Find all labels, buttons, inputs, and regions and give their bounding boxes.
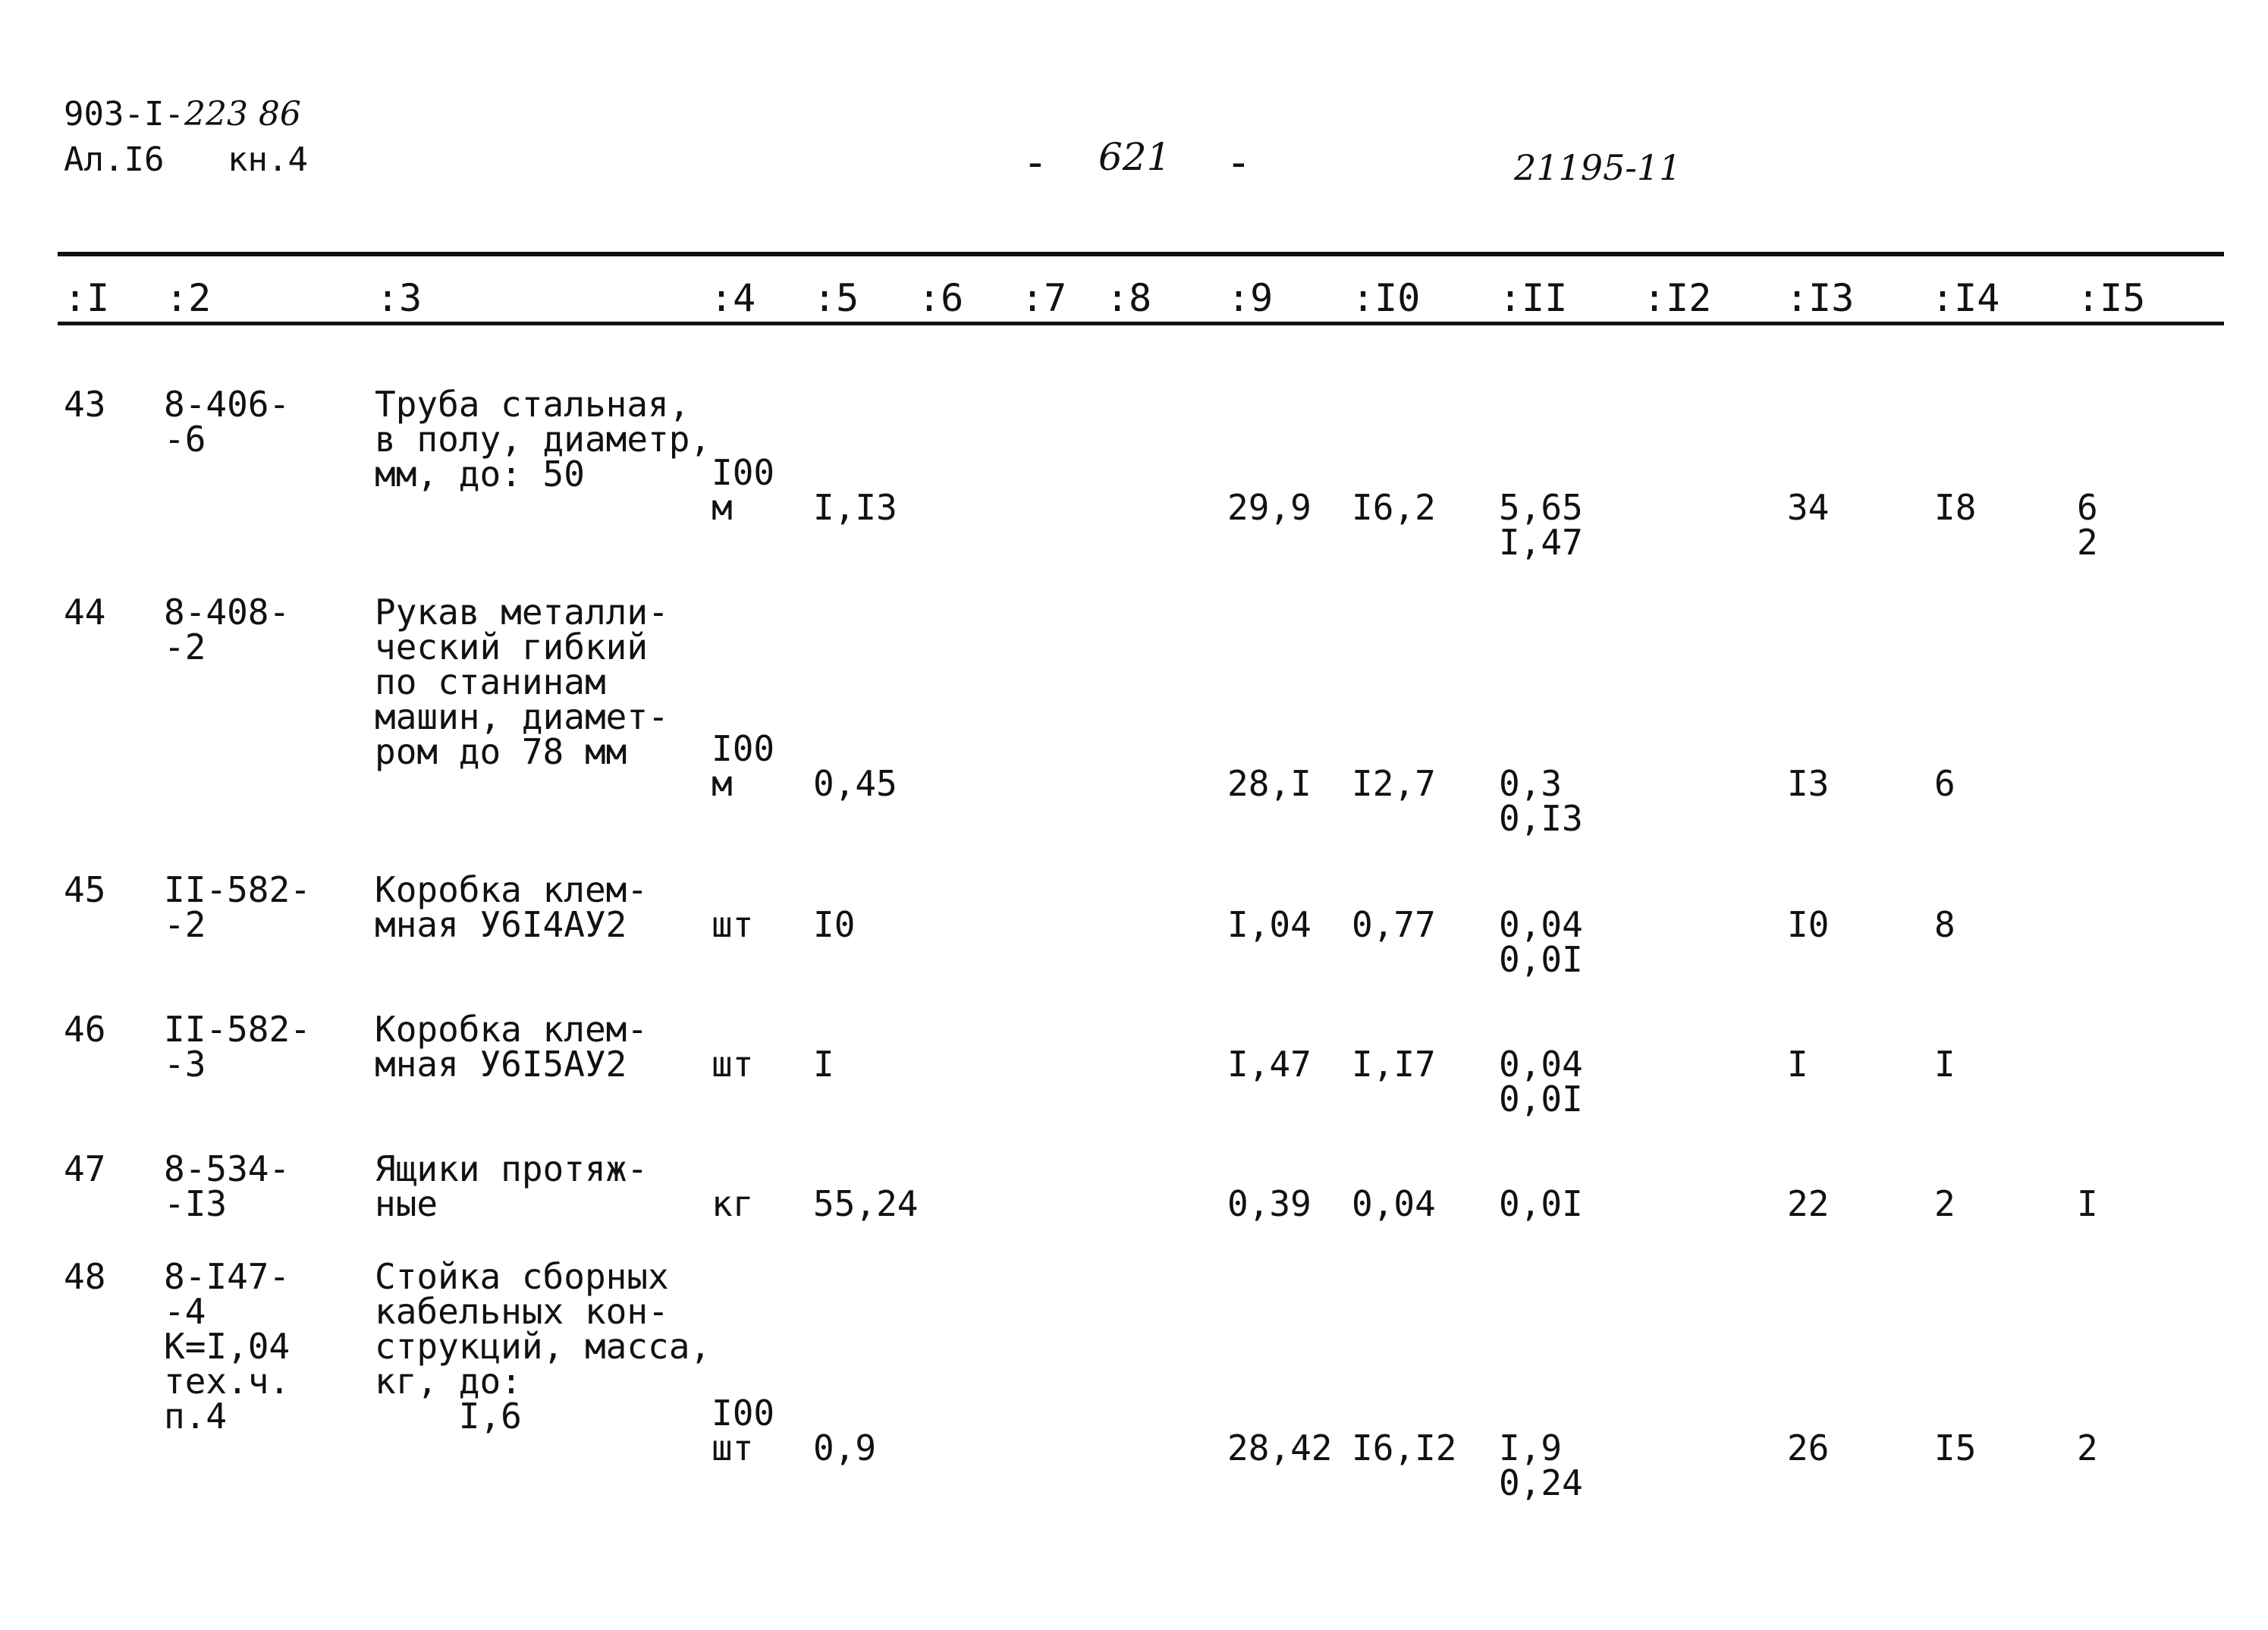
row-code: 8-534- -I3	[164, 1148, 291, 1224]
row-col9: 28,42	[1227, 1427, 1333, 1468]
row-col11: 0,3 0,I3	[1499, 763, 1583, 839]
row-number: 45	[64, 869, 106, 910]
row-col10: I6,2	[1352, 487, 1436, 528]
column-header-15: :I5	[2077, 276, 2146, 320]
row-col10: I,I7	[1352, 1044, 1436, 1085]
document-code-handwritten: 223 86	[184, 95, 301, 133]
row-col10: I2,7	[1352, 763, 1436, 804]
row-name: Коробка клем- мная У6I5АУ2	[375, 1009, 649, 1085]
row-col13: 26	[1787, 1427, 1830, 1468]
row-col9: 29,9	[1227, 487, 1311, 528]
row-col15: I	[2077, 1183, 2098, 1224]
row-col11: 0,0I	[1499, 1183, 1583, 1224]
row-col10: 0,77	[1352, 904, 1436, 945]
page-dash-left: -	[1022, 138, 1048, 187]
row-col14: 2	[1934, 1183, 1955, 1224]
table-top-rule	[58, 252, 2224, 256]
column-header-12: :I2	[1643, 276, 1712, 320]
row-unit: шт	[711, 1044, 754, 1085]
row-code: II-582- -3	[164, 1009, 311, 1085]
page-number: 621	[1098, 135, 1171, 179]
column-header-7: :7	[1021, 276, 1067, 320]
row-unit: I00 м	[711, 452, 775, 528]
row-number: 44	[64, 592, 106, 633]
sheet-code: 21195-11	[1514, 147, 1682, 188]
row-col11: 5,65 I,47	[1499, 487, 1583, 563]
row-col13: I0	[1787, 904, 1830, 945]
row-col13: 22	[1787, 1183, 1830, 1224]
row-number: 48	[64, 1256, 106, 1297]
document-code-printed: 903-I-	[64, 95, 184, 133]
column-header-4: :4	[710, 276, 756, 320]
row-col11: 0,04 0,0I	[1499, 904, 1583, 980]
row-quantity: I	[813, 1044, 834, 1085]
row-number: 47	[64, 1148, 106, 1189]
row-name: Коробка клем- мная У6I4АУ2	[375, 869, 649, 945]
row-unit: I00 шт	[711, 1393, 775, 1468]
row-unit: кг	[711, 1183, 754, 1224]
book-label: кн.4	[228, 140, 308, 179]
row-code: 8-408- -2	[164, 592, 291, 667]
row-name: Стойка сборных кабельных кон- струкций, масса, кг, до: I,6	[375, 1256, 711, 1437]
row-col9: 0,39	[1227, 1183, 1311, 1224]
row-col14: 8	[1934, 904, 1955, 945]
row-unit: I00 м	[711, 728, 775, 804]
row-col11: 0,04 0,0I	[1499, 1044, 1583, 1120]
row-code: II-582- -2	[164, 869, 311, 945]
page-dash-right: -	[1226, 138, 1252, 187]
column-header-9: :9	[1227, 276, 1274, 320]
row-col14: 6	[1934, 763, 1955, 804]
column-header-5: :5	[813, 276, 859, 320]
row-number: 43	[64, 384, 106, 425]
row-name: Труба стальная, в полу, диаметр, мм, до: 50	[375, 384, 711, 495]
row-col10: 0,04	[1352, 1183, 1436, 1224]
row-col14: I8	[1934, 487, 1977, 528]
row-col9: I,04	[1227, 904, 1311, 945]
column-header-3: :3	[376, 276, 423, 320]
row-col15: 2	[2077, 1427, 2098, 1468]
row-quantity: I,I3	[813, 487, 897, 528]
row-code: 8-406- -6	[164, 384, 291, 460]
row-quantity: 55,24	[813, 1183, 919, 1224]
row-col13: I3	[1787, 763, 1830, 804]
row-col13: 34	[1787, 487, 1830, 528]
row-quantity: 0,9	[813, 1427, 877, 1468]
column-header-6: :6	[918, 276, 964, 320]
row-col14: I	[1934, 1044, 1955, 1085]
row-quantity: I0	[813, 904, 856, 945]
row-col10: I6,I2	[1352, 1427, 1457, 1468]
row-col9: 28,I	[1227, 763, 1311, 804]
column-header-1: :I	[64, 276, 110, 320]
column-header-11: :II	[1499, 276, 1568, 320]
row-name: Рукав металли- ческий гибкий по станинам машин, диамет- ром до 78 мм	[375, 592, 669, 772]
column-header-8: :8	[1106, 276, 1152, 320]
row-col13: I	[1787, 1044, 1808, 1085]
column-header-10: :I0	[1352, 276, 1421, 320]
row-code: 8-I47- -4 К=I,04 тех.ч. п.4	[164, 1256, 291, 1437]
document-code	[64, 97, 301, 132]
album-label: Ал.I6	[64, 140, 165, 179]
row-name: Ящики протяж- ные	[375, 1148, 649, 1224]
row-col9: I,47	[1227, 1044, 1311, 1085]
row-quantity: 0,45	[813, 763, 897, 804]
row-col14: I5	[1934, 1427, 1977, 1468]
column-header-13: :I3	[1786, 276, 1855, 320]
column-header-2: :2	[165, 276, 212, 320]
row-col11: I,9 0,24	[1499, 1427, 1583, 1503]
table-header-rule	[58, 322, 2224, 325]
column-header-14: :I4	[1931, 276, 2000, 320]
row-number: 46	[64, 1009, 106, 1050]
row-col15: 6 2	[2077, 487, 2098, 563]
row-unit: шт	[711, 904, 754, 945]
